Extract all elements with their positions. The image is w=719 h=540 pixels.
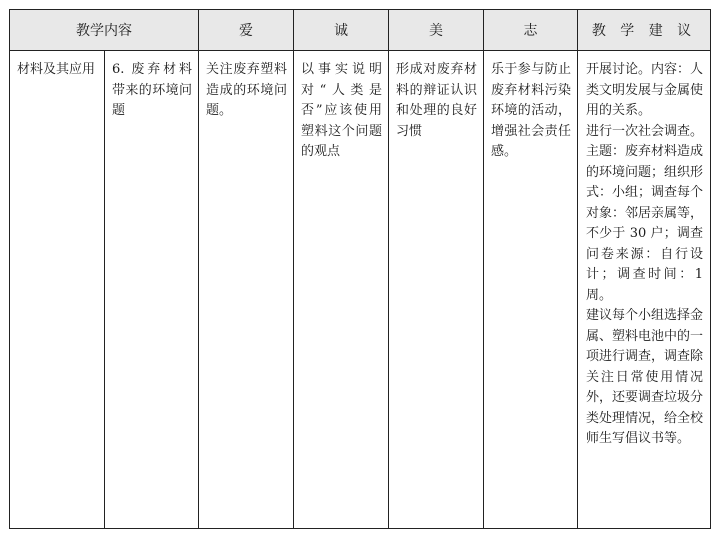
suggestion-paragraph-2: 进行一次社会调查。主题：废弃材料造成的环境问题；组织形式：小组；调查每个对象：邻居亲属等，不少于 30 户；调查问卷来源：自行设计；调查时间：1 周。 [586, 123, 704, 303]
cell-honesty [294, 51, 389, 529]
table-row [10, 51, 711, 529]
cell-aspiration [484, 51, 578, 529]
curriculum-table [9, 9, 711, 529]
aspiration-text: 乐于参与防止废弃材料污染环境的活动，增强社会责任感。 [491, 62, 571, 159]
love-text: 关注废弃塑料造成的环境问题。 [206, 62, 287, 118]
honesty-text: 以事实说明对“人类是否”应该使用塑料这个问题的观点 [301, 62, 382, 159]
suggestion-paragraph-1: 开展讨论。内容：人类文明发展与金属使用的关系。 [586, 62, 704, 118]
cell-beauty [389, 51, 484, 529]
header-love: 爱 [199, 10, 294, 51]
cell-suggestion [578, 51, 711, 529]
header-teaching-content: 教学内容 [10, 10, 199, 51]
topic-text: 材料及其应用 [17, 62, 96, 77]
subtopic-text: 6. 废弃材料带来的环境问题 [112, 62, 192, 118]
cell-love [199, 51, 294, 529]
suggestion-paragraph-3: 建议每个小组选择金属、塑料电池中的一项进行调查，调查除关注日常使用情况外，还要调查垃圾分类处理情况，给全校师生写倡议书等。 [586, 308, 704, 446]
header-aspiration: 志 [484, 10, 578, 51]
header-row [10, 10, 711, 51]
header-beauty: 美 [389, 10, 484, 51]
beauty-text: 形成对废弃材料的辩证认识和处理的良好习惯 [396, 62, 477, 139]
header-honesty: 诚 [294, 10, 389, 51]
cell-topic [10, 51, 105, 529]
header-teaching-suggestion: 教 学 建 议 [578, 10, 711, 51]
cell-subtopic [105, 51, 199, 529]
